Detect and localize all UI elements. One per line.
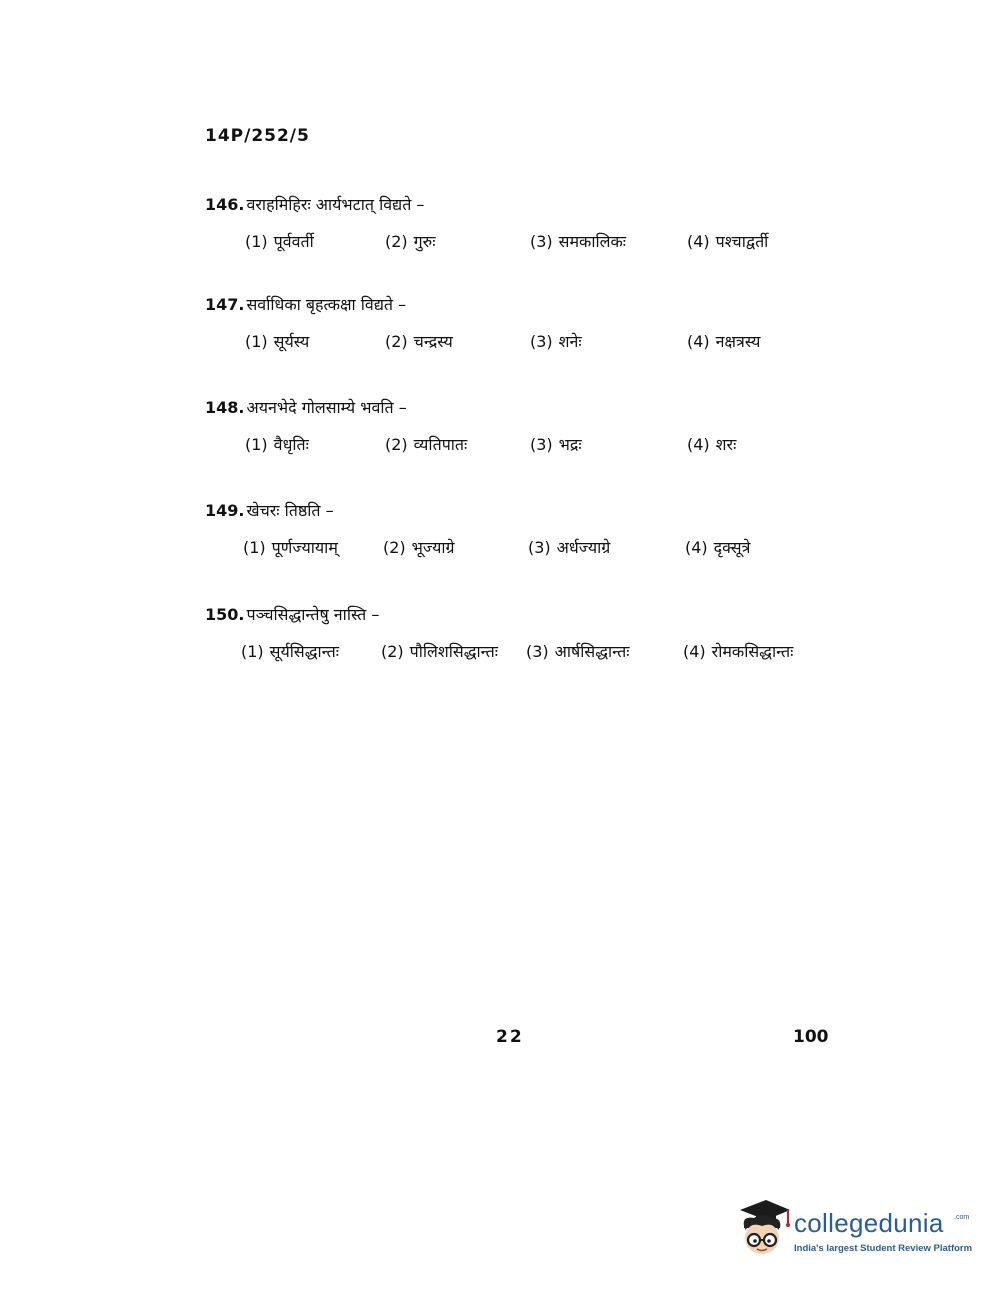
question-147 xyxy=(205,293,845,357)
brand-name: collegedunia xyxy=(794,1208,944,1238)
options xyxy=(205,533,845,563)
option-2: (2) भूज्याग्रे xyxy=(383,538,455,557)
option-3: (3) शनेः xyxy=(530,332,582,351)
question-number: 148. xyxy=(205,398,245,417)
option-1: (1) पूर्णज्यायाम् xyxy=(243,538,338,557)
question-number: 146. xyxy=(205,195,245,214)
options xyxy=(205,227,845,257)
paper-code: 14P/252/5 xyxy=(205,126,310,146)
page-number: 22 xyxy=(496,1027,524,1047)
options xyxy=(205,430,845,460)
option-1: (1) सूर्यसिद्धान्तः xyxy=(241,642,339,661)
option-3: (3) भद्रः xyxy=(530,435,582,454)
option-1: (1) पूर्ववर्ती xyxy=(245,232,314,251)
options xyxy=(205,327,845,357)
question-150 xyxy=(205,603,845,667)
question-text: वराहमिहिरः आर्यभटात् विद्यते – xyxy=(246,195,425,214)
brand-tagline: India's largest Student Review Platform xyxy=(794,1243,973,1254)
option-2: (2) पौलिशसिद्धान्तः xyxy=(381,642,498,661)
question-text: खेचरः तिष्ठति – xyxy=(246,501,334,520)
option-1: (1) वैधृतिः xyxy=(245,435,309,454)
question-number: 150. xyxy=(205,605,245,624)
page-total: 100 xyxy=(793,1027,829,1047)
brand-suffix: .com xyxy=(954,1214,970,1221)
option-4: (4) शरः xyxy=(687,435,737,454)
option-1: (1) सूर्यस्य xyxy=(245,332,310,351)
question-149 xyxy=(205,499,845,563)
option-4: (4) नक्षत्रस्य xyxy=(687,332,761,351)
question-text: सर्वाधिका बृहत्कक्षा विद्यते – xyxy=(246,295,407,314)
question-number: 147. xyxy=(205,295,245,314)
option-3: (3) अर्धज्याग्रे xyxy=(528,538,611,557)
option-3: (3) आर्षसिद्धान्तः xyxy=(526,642,630,661)
question-148 xyxy=(205,396,845,460)
option-4: (4) दृक्सूत्रे xyxy=(685,538,751,557)
option-4: (4) पश्चाद्वर्ती xyxy=(687,232,769,251)
option-3: (3) समकालिकः xyxy=(530,232,627,251)
question-text: पञ्चसिद्धान्तेषु नास्ति – xyxy=(246,605,380,624)
collegedunia-watermark xyxy=(732,1196,972,1268)
option-2: (2) व्यतिपातः xyxy=(385,435,468,454)
question-number: 149. xyxy=(205,501,245,520)
question-146 xyxy=(205,193,845,257)
option-2: (2) चन्द्रस्य xyxy=(385,332,453,351)
mascot-graduation-cap-icon xyxy=(732,1196,794,1268)
options xyxy=(205,637,845,667)
option-4: (4) रोमकसिद्धान्तः xyxy=(683,642,794,661)
question-text: अयनभेदे गोलसाम्ये भवति – xyxy=(246,398,407,417)
option-2: (2) गुरुः xyxy=(385,232,436,251)
